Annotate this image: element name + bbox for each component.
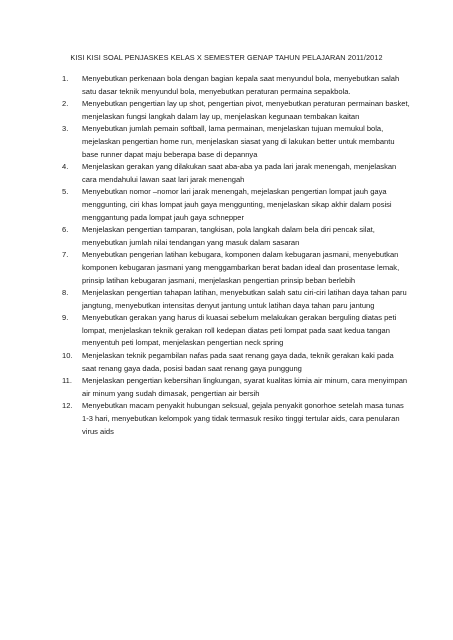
item-text: Menjelaskan teknik pegambilan nafas pada saat renang gaya dada, teknik gerakan kaki pada saat renang gaya dada, posisi badan saat renang gaya punggung <box>82 351 394 373</box>
list-item <box>62 249 410 287</box>
item-text: Menyebutkan nomor –nomor lari jarak menengah, mejelaskan pengertian lompat jauh gaya menggunting, ciri khas lompat jauh gaya menggunting, menjelaskan sikap akhir dalam posisi menggantung pada lompat jauh gaya schnepper <box>82 187 392 222</box>
item-text: Menyebutkan perkenaan bola dengan bagian kepala saat menyundul bola, menyebutkan salah satu dasar teknik menyundul bola, menyebutkan peraturan permaina sepakbola. <box>82 74 400 96</box>
item-number: 2. <box>62 99 69 109</box>
item-text: Menyebutkan pengertian lay up shot, pengertian pivot, menyebutkan peraturan permainan basket, menjelaskan fungsi langkah dalam lay up, menjelaskan kegunaan tembakan kaitan <box>82 99 410 121</box>
list-item <box>62 287 410 312</box>
list-item <box>62 161 410 186</box>
item-text: Menjelaskan gerakan yang dilakukan saat aba-aba ya pada lari jarak menengah, menjelaskan cara mendahului lawan saat lari jarak menengah <box>82 162 397 184</box>
list-item <box>62 186 410 224</box>
list-item <box>62 350 410 375</box>
list-item <box>62 98 410 123</box>
item-number: 3. <box>62 124 69 134</box>
item-text: Menjelaskan pengertian kebersihan lingkungan, syarat kualitas kimia air minum, cara menyimpan air minum yang sudah dimasak, pengertian air bersih <box>82 376 408 398</box>
item-text: Menyebutkan macam penyakit hubungan seksual, gejala penyakit gonorhoe setelah masa tunas 1-3 hari, menyebutkan kelompok yang tidak termasuk resiko tinggi tertular aids, cara penularan virus aids <box>82 401 404 436</box>
item-number: 6. <box>62 225 69 235</box>
item-text: Menjelaskan pengertian tahapan latihan, menyebutkan salah satu ciri-ciri latihan daya tahan paru jangtung, menyebutkan intensitas denyut jantung untuk latihan daya tahan paru jantung <box>82 288 407 310</box>
item-text: Menyebutkan jumlah pemain softball, lama permainan, menjelaskan tujuan memukul bola, mejelaskan pengertian home run, menjelaskan siasat yang di lakukan better untuk membantu base runner dapat maju beberapa base di depannya <box>82 124 395 159</box>
item-text: Menyebutkan gerakan yang harus di kuasai sebelum melakukan gerakan berguling diatas peti lompat, menjelaskan teknik gerakan roll kedepan diatas peti lompat pada saat kedua tangan menyentuh peti lompat, menjelaskan pengertian neck spring <box>82 313 397 348</box>
list-item <box>62 123 410 161</box>
list-item <box>62 312 410 350</box>
item-number: 5. <box>62 187 69 197</box>
list-item <box>62 224 410 249</box>
item-number: 4. <box>62 162 69 172</box>
item-number: 9. <box>62 313 69 323</box>
item-number: 10. <box>62 351 73 361</box>
item-number: 8. <box>62 288 69 298</box>
list-item <box>62 400 410 438</box>
item-number: 7. <box>62 250 69 260</box>
list-item <box>62 375 410 400</box>
list-item <box>62 73 410 98</box>
item-number: 11. <box>62 376 72 386</box>
document-title: KISI KISI SOAL PENJASKES KELAS X SEMESTER GENAP TAHUN PELAJARAN 2011/2012 <box>70 53 383 62</box>
item-number: 1. <box>62 74 69 83</box>
item-number: 12. <box>62 401 73 411</box>
question-grid-list <box>62 73 410 438</box>
item-text: Menjelaskan pengertian tamparan, tangkisan, pola langkah dalam bela diri pencak silat, menyebutkan jumlah nilai tendangan yang masuk dalam sasaran <box>82 225 375 247</box>
item-text: Menyebutkan pengerian latihan kebugara, komponen dalam kebugaran jasmani, menyebutkan komponen kebugaran jasmani yang menggambarkan berat badan ideal dan prosentase lemak, prinsip latihan kebugaran jasmani, menjelaskan pengertian prinsip beban berlebih <box>82 250 400 285</box>
